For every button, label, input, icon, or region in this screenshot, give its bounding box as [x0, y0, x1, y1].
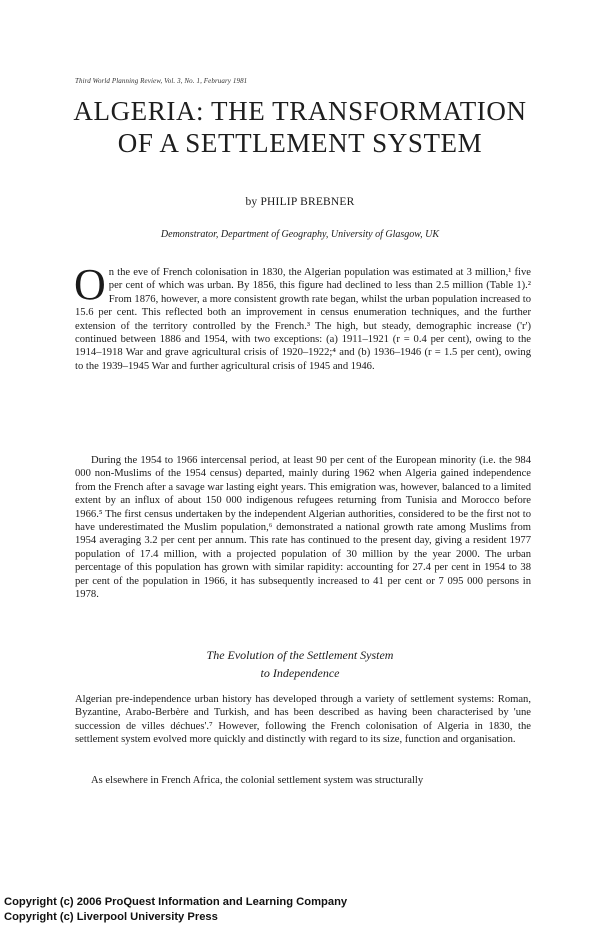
- author-byline: by PHILIP BREBNER: [245, 196, 355, 208]
- section-heading-line-2: to Independence: [260, 666, 340, 680]
- body-paragraph-1: [74, 260, 531, 373]
- paragraph-2-text: During the 1954 to 1966 intercensal period, at least 90 per cent of the European minority (i.e. the 984 000 non-Muslims of the 1954 census) departed, mainly during 1962 when Algeria gained independence from the French after a savage war lasting eight years. This emigration was, however, balanced to a limited extent by an influx of about 150 000 indigenous refugees returning from Tunisia and Morocco before 1966.⁵ The first census undertaken by the independent Algerian authorities, considered to be the first not to have underestimated the Muslim population,⁶ demonstrated a national growth rate among Muslims from 1954 averaging 3.2 per cent per annum. This rate has continued to the present day, giving a resident 1977 population of 17.4 million, with a projected population of 30 million by the year 2000. The urban percentage of this population has grown with similar rapidity: accounting for 27.4 per cent in 1954 to 38 per cent of the population in 1966, it has subsequently increased to 41 per cent or 7 095 000 persons in 1978.: [75, 455, 531, 601]
- body-paragraph-4: [75, 774, 531, 787]
- paragraph-1-text: n the eve of French colonisation in 1830, the Algerian population was estimated at 3 million,¹ five per cent of which was urban. By 1856, this figure had declined to less than 2.5 million (Table 1).² From 1876, however, a more consistent growth rate began, whilst the urban population increased to 15.6 per cent. This reflected both an improvement in census enumeration techniques, and the further extension of the territory controlled by the French.³ The high, but steady, demographic increase ('r') continued between 1886 and 1954, with two exceptions: (a) 1911–1921 (r = 0.4 per cent), owing to the 1914–1918 War and grave agricultural crisis of 1920–1922;⁴ and (b) 1936–1946 (r = 1.5 per cent), owing to the 1939–1945 War and further agricultural crisis of 1945 and 1946.: [75, 267, 531, 372]
- journal-citation: Third World Planning Review, Vol. 3, No. 1, February 1981: [75, 77, 248, 85]
- body-paragraph-3: [75, 693, 531, 747]
- body-paragraph-2: [75, 454, 531, 601]
- article-title-line-1: ALGERIA: THE TRANSFORMATION: [73, 96, 527, 126]
- article-title-line-2: OF A SETTLEMENT SYSTEM: [117, 128, 483, 158]
- copyright-notice-proquest: Copyright (c) 2006 ProQuest Information and Learning Company: [4, 896, 348, 908]
- paragraph-4-text: As elsewhere in French Africa, the colonial settlement system was structurally: [91, 775, 424, 786]
- author-affiliation: Demonstrator, Department of Geography, University of Glasgow, UK: [160, 229, 440, 240]
- copyright-notice-publisher: Copyright (c) Liverpool University Press: [4, 911, 218, 923]
- paragraph-3-text: Algerian pre-independence urban history has developed through a variety of settlement systems: Roman, Byzantine, Arabo-Berbère and Turkish, and has been described as having been characterised by 'une succession de villes déchues'.⁷ However, following the French colonisation of Algeria in 1830, the settlement system evolved more quickly and distinctly with regard to its size, function and organisation.: [75, 694, 531, 746]
- drop-cap: O: [74, 260, 106, 309]
- section-heading-line-1: The Evolution of the Settlement System: [206, 648, 394, 662]
